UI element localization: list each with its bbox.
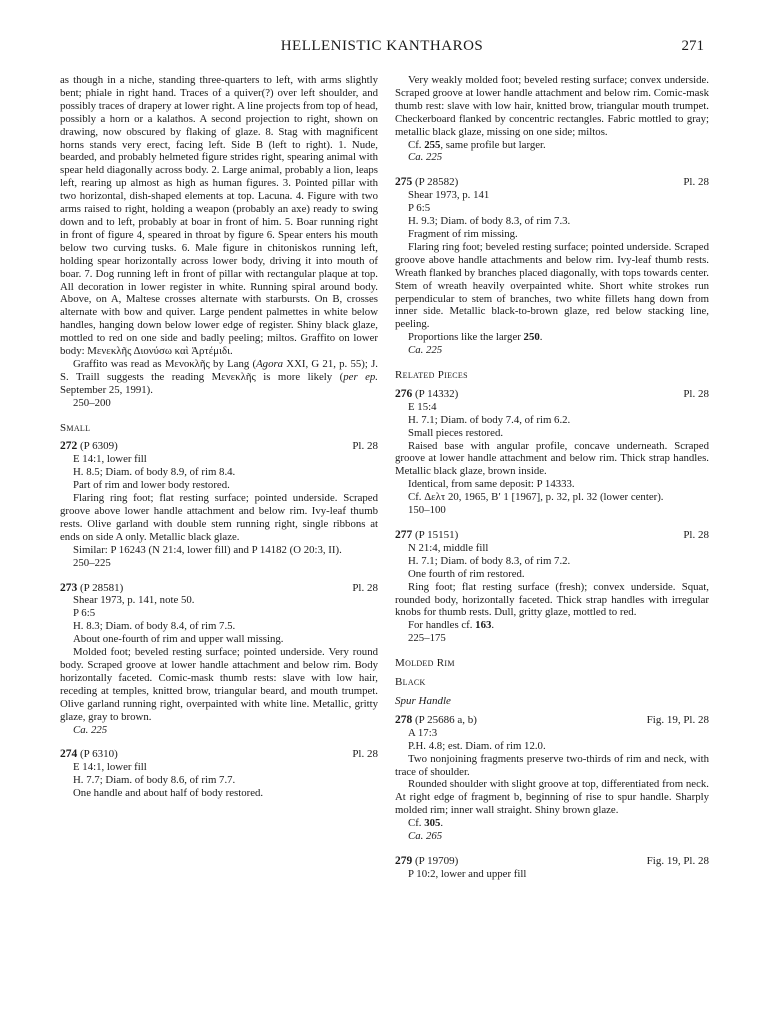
entry-number: 272	[60, 440, 78, 453]
condition: Fragment of rim missing.	[408, 227, 518, 240]
cross-reference: For handles cf. 163.	[408, 619, 495, 632]
entry-date: Ca. 265	[408, 830, 443, 843]
catalogue-entry-heading	[60, 748, 378, 761]
inventory-number: (P 19709)	[415, 854, 459, 867]
entry-number: 276	[395, 387, 413, 400]
inventory-number: (P 15151)	[415, 529, 459, 541]
plate-reference: Pl. 28	[683, 529, 709, 541]
condition: Two nonjoining fragments preserve two-thirds of rim and neck, with trace of shoulder.	[395, 752, 709, 778]
graffito-note: Graffito was read as Μενοκλῆς by Lang (Agora XXI, G 21, p. 55); J. S. Traill suggests the reading Μενεκλῆς is more likely (per ep. September 25, 1991).	[60, 357, 379, 396]
deposit: P 6:5	[408, 202, 431, 215]
description: Very weakly molded foot; beveled resting surface; convex underside. Scraped groove at lower handle attachment and below rim. Comic-mask thumb rest: slave with low hair, knitted brow, triangular mouth trumpet. Checkerboard flanked by concentric rectangles. Fabric mottled to gray; metallic black glaze, missing on one side; miltos.	[395, 74, 709, 138]
condition: One fourth of rim restored.	[408, 567, 525, 580]
bibliography: Shear 1973, p. 141	[408, 189, 490, 202]
similar-pieces: Similar: P 16243 (N 21:4, lower fill) and P 14182 (O 20:3, II).	[73, 543, 342, 556]
proportions-note: Proportions like the larger 250.	[408, 331, 543, 344]
cross-reference: Cf. Δελτ 20, 1965, Β′ 1 [1967], p. 32, pl. 32 (lower center).	[408, 491, 664, 504]
description: Rounded shoulder with slight groove at top, differentiated from neck. At right edge of fragment b, beginning of rise to spur handle. Sharply molded rim; inner wall straight. Shiny brown glaze.	[395, 778, 709, 817]
catalogue-entry-heading	[60, 440, 378, 453]
section-heading-small: Small	[60, 421, 91, 434]
identical-pieces: Identical, from same deposit: P 14333.	[408, 478, 575, 491]
dimensions: P.H. 4.8; est. Diam. of rim 12.0.	[408, 739, 546, 752]
dimensions: H. 8.5; Diam. of body 8.9, of rim 8.4.	[73, 466, 236, 479]
entry-number: 273	[60, 581, 78, 594]
running-title: HELLENISTIC KANTHAROS	[280, 38, 484, 54]
left-column	[60, 74, 378, 800]
dimensions: H. 7.1; Diam. of body 8.3, of rim 7.2.	[408, 554, 571, 567]
deposit: E 15:4	[408, 400, 437, 413]
cross-reference: Cf. 255, same profile but larger.	[408, 138, 546, 151]
condition: Small pieces restored.	[408, 426, 504, 439]
entry-date: 250–225	[73, 556, 111, 569]
cross-reference: Cf. 305.	[408, 817, 444, 830]
catalogue-entry-heading	[395, 529, 709, 542]
catalogue-entry-heading	[395, 714, 709, 727]
description: Flaring ring foot; flat resting surface; pointed underside. Scraped groove above lower handle attachment and below rim. Ivy-leaf thumb rests. Olive garland with double stem running right, single ribbons at ends on side A only. Metallic black glaze.	[60, 492, 378, 543]
description: Molded foot; beveled resting surface; pointed underside. Very round body. Scraped groove at lower handle attachment and below rim. Body horizontally faceted. Comic-mask thumb rests: slave with low hair, receding at temples, knitted brow, triangular beard, and mouth trumpet. Olive garland running right, overpainted with white line. Metallic, gritty glaze, gray to brown.	[60, 646, 378, 723]
plate-reference: Pl. 28	[352, 440, 378, 453]
plate-reference: Pl. 28	[683, 176, 709, 189]
catalogue-entry-heading	[395, 176, 709, 189]
entry-date: Ca. 225	[408, 151, 443, 164]
dimensions: H. 9.3; Diam. of body 8.3, of rim 7.3.	[408, 215, 571, 228]
description: Raised base with angular profile, concave underneath. Scraped groove at lower handle attachment and below rim. Thick strap handles. Metallic black glaze, brown inside.	[395, 439, 709, 478]
condition: One handle and about half of body restored.	[73, 787, 264, 800]
section-heading-related: Related Pieces	[395, 369, 468, 382]
description: Ring foot; flat resting surface (fresh); convex underside. Squat, rounded body, horizontally faceted. Thick strap handles with irregular knobs for thumb rests. Dull, gritty glaze, mottled to red.	[395, 580, 709, 619]
deposit: P 10:2, lower and upper fill	[408, 867, 527, 880]
plate-reference: Fig. 19, Pl. 28	[646, 854, 709, 867]
deposit: E 14:1, lower fill	[73, 761, 147, 774]
deposit: N 21:4, middle fill	[408, 541, 489, 554]
dimensions: H. 7.1; Diam. of body 7.4, of rim 6.2.	[408, 413, 571, 426]
entry-date: Ca. 225	[73, 723, 108, 736]
entry-number: 277	[395, 529, 413, 541]
inventory-number: (P 28581)	[80, 581, 124, 594]
inventory-number: (P 6309)	[80, 440, 118, 453]
subsection-heading-spur-handle: Spur Handle	[395, 694, 451, 707]
plate-reference: Fig. 19, Pl. 28	[646, 713, 709, 726]
plate-reference: Pl. 28	[352, 581, 378, 594]
deposit: A 17:3	[408, 726, 438, 739]
entry-date: 250–200	[73, 396, 111, 409]
entry-date: Ca. 225	[408, 344, 443, 357]
entry-number: 278	[395, 713, 413, 726]
catalogue-entry-heading	[60, 582, 378, 595]
subsection-heading-black: Black	[395, 676, 426, 689]
dimensions: H. 7.7; Diam. of body 8.6, of rim 7.7.	[73, 774, 236, 787]
catalogue-entry-heading	[395, 388, 709, 401]
page-number: 271	[681, 38, 704, 54]
entry-number: 275	[395, 176, 413, 189]
catalogue-entry-heading	[395, 855, 709, 868]
deposit: E 14:1, lower fill	[73, 453, 147, 466]
entry-number: 274	[60, 748, 78, 761]
plate-reference: Pl. 28	[683, 387, 709, 400]
entry-date: 150–100	[408, 504, 446, 517]
inventory-number: (P 25686 a, b)	[415, 713, 477, 726]
inventory-number: (P 6310)	[80, 748, 118, 761]
inventory-number: (P 14332)	[415, 387, 459, 400]
right-column	[395, 74, 709, 881]
entry-date: 225–175	[408, 632, 446, 645]
dimensions: H. 8.3; Diam. of body 8.4, of rim 7.5.	[73, 620, 236, 633]
bibliography: Shear 1973, p. 141, note 50.	[73, 594, 195, 607]
section-heading-molded-rim: Molded Rim	[395, 657, 455, 670]
deposit: P 6:5	[73, 607, 96, 620]
plate-reference: Pl. 28	[352, 748, 378, 761]
entry-number: 279	[395, 854, 413, 867]
inventory-number: (P 28582)	[415, 176, 459, 189]
running-header	[60, 38, 704, 60]
description: Flaring ring foot; beveled resting surface; pointed underside. Scraped groove above handle attachments and below rim. Ivy-leaf thumb rests. Wreath flanked by branches placed diagonally, with tops towards center. Stem of wreath heavily overpainted white. Short white strokes run perpendicular to stem of branches, two white fillets hang down from inner side. Metallic black-to-brown glaze, red below stacking line, peeling.	[395, 240, 709, 331]
entry-271-continuation: as though in a niche, standing three-quarters to left, with arms slightly bent; phiale in right hand. Traces of a quiver(?) over left shoulder, and possibly traces of drapery at lower right. A line projects from top of head, possibly a horn or a kalathos. A second projection to right, shown on drawing, now obscured by flaking of glaze. 8. Stag with magnificent horns stands very erect, facing left. Side B (left to right). 1. Nude, bearded, and probably helmeted figure strides right, spearing animal with spear held diagonally across body. 2. Large animal, probably a lion, leaps left, rearing up almost as high as human figures. 3. Pointed pillar with two horizontal, dish-shaped elements at top. Lacuna. 4. Figure with two arms raised to right, holding a weapon (probably an axe) ready to swing down and to left, probably at boar in front of him. 5. Boar running right in front of figure 4, speared in throat by figure 6. Spear enters his mouth below two curving tusks. 6. Male figure in chitoniskos running left, holding spear horizontally across lower body, driving it into mouth of boar. 7. Dog running left in front of pillar with rectangular plaque at top. All decoration in lower register in white. Running spiral around body. Above, on A, Maltese crosses alternate with starbursts. On B, crosses alternate with bow and quiver. Large pendent palmettes in white below handles, hanging down below lower edge of register. Shiny black glaze, mottled to red on one side and badly peeling; miltos. Graffito on lower body: Μενεκλῆς Διονύσω καὶ Ἀρτέμιδι.	[60, 74, 378, 358]
condition: Part of rim and lower body restored.	[73, 479, 230, 492]
condition: About one-fourth of rim and upper wall missing.	[73, 633, 284, 646]
